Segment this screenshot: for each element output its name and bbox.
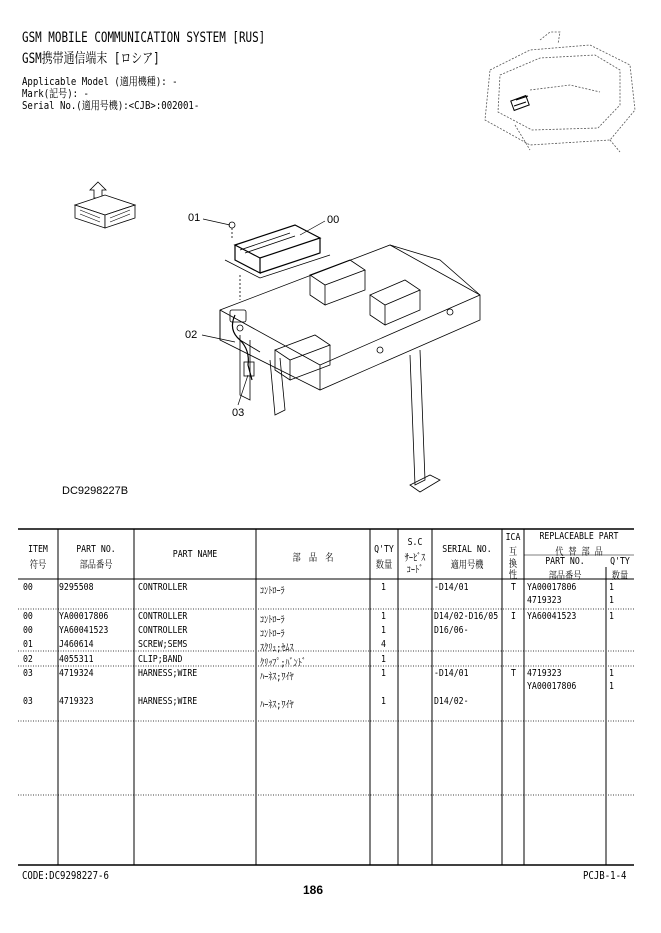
- title-jp: GSM携帯通信端末 [ロシア]: [22, 51, 160, 67]
- callout-00: 00: [327, 214, 340, 226]
- hdr-repl-partno-jp: 部品番号: [548, 571, 582, 582]
- hdr-item-en: ITEM: [28, 544, 48, 555]
- replaceable-qty-cell: 1: [609, 668, 614, 679]
- item-cell: 01: [23, 639, 33, 650]
- hdr-repl-qty-en: Q'TY: [610, 556, 630, 567]
- hdr-ica-4: 性: [508, 570, 518, 581]
- part-no-cell: YA60041523: [59, 625, 109, 636]
- callout-01: 01: [188, 212, 201, 224]
- part-name-cell: HARNESS;WIRE: [138, 668, 198, 679]
- serial-no: Serial No.(適用号機):<CJB>:002001-: [22, 99, 200, 112]
- serial-cell: -D14/01: [434, 582, 469, 593]
- part-no-cell: J460614: [59, 639, 94, 650]
- item-cell: 00: [23, 582, 33, 593]
- part-name-cell: HARNESS;WIRE: [138, 696, 198, 707]
- part-no-cell: 4719323: [59, 696, 94, 707]
- part-name-jp-cell: ｽｸﾘｭ;ｾﾑｽ: [260, 643, 294, 654]
- replaceable-qty-cell: 1: [609, 611, 614, 622]
- part-name-jp-cell: ｺﾝﾄﾛｰﾗ: [260, 629, 285, 640]
- part-name-cell: SCREW;SEMS: [138, 639, 188, 650]
- part-name-jp-cell: ｸﾘｯﾌﾟ;ﾊﾞﾝﾄﾞ: [260, 658, 306, 669]
- part-name-jp-cell: ﾊｰﾈｽ;ﾜｲﾔ: [260, 700, 294, 711]
- hdr-partno-en: PART NO.: [76, 544, 116, 555]
- part-name-jp-cell: ｺﾝﾄﾛｰﾗ: [260, 615, 285, 626]
- part-no-cell: YA00017806: [59, 611, 109, 622]
- part-name-cell: CONTROLLER: [138, 611, 188, 622]
- replaceable-qty-cell: 1: [609, 582, 614, 593]
- qty-cell: 1: [381, 696, 386, 707]
- item-cell: 00: [23, 625, 33, 636]
- footer-code: CODE:DC9298227-6: [22, 869, 109, 882]
- hdr-qty-jp: 数量: [375, 560, 393, 571]
- part-name-cell: CONTROLLER: [138, 625, 188, 636]
- ica-cell: I: [511, 611, 516, 622]
- hdr-ica-3: 換: [508, 559, 518, 570]
- qty-cell: 1: [381, 625, 386, 636]
- replaceable-qty-cell: 1: [609, 681, 614, 692]
- part-no-cell: 4719324: [59, 668, 94, 679]
- hdr-repl-en: REPLACEABLE PART: [539, 531, 619, 542]
- hdr-serial-jp: 適用号機: [450, 560, 484, 571]
- hdr-repl-partno-en: PART NO.: [545, 556, 585, 567]
- part-no-cell: 9295508: [59, 582, 94, 593]
- applicable-model: Applicable Model (適用機種): -: [22, 75, 178, 88]
- hdr-ica-1: ICA: [505, 532, 521, 543]
- hdr-qty-en: Q'TY: [374, 544, 394, 555]
- footer-ref: PCJB-1-4: [583, 869, 627, 882]
- serial-cell: -D14/01: [434, 668, 469, 679]
- mark: Mark(記号): -: [22, 87, 89, 100]
- qty-cell: 1: [381, 654, 386, 665]
- replaceable-part-no-cell: YA00017806: [527, 681, 577, 692]
- replaceable-part-no-cell: 4719323: [527, 595, 562, 606]
- replaceable-part-no-cell: YA60041523: [527, 611, 577, 622]
- item-cell: 03: [23, 696, 33, 707]
- part-name-cell: CLIP;BAND: [138, 654, 183, 665]
- hdr-ica-2: 互: [508, 547, 518, 558]
- callout-03: 03: [232, 407, 245, 419]
- serial-cell: D16/06-: [434, 625, 469, 636]
- item-cell: 00: [23, 611, 33, 622]
- qty-cell: 4: [381, 639, 386, 650]
- qty-cell: 1: [381, 668, 386, 679]
- qty-cell: 1: [381, 611, 386, 622]
- callout-02: 02: [185, 329, 198, 341]
- item-cell: 03: [23, 668, 33, 679]
- hdr-partno-jp: 部品番号: [79, 560, 113, 571]
- replaceable-qty-cell: 1: [609, 595, 614, 606]
- hdr-sc-3: ｺｰﾄﾞ: [406, 565, 424, 576]
- hdr-repl-qty-jp: 数量: [611, 571, 629, 582]
- drawing-code: DC9298227B: [62, 485, 129, 497]
- qty-cell: 1: [381, 582, 386, 593]
- replaceable-part-no-cell: 4719323: [527, 668, 562, 679]
- part-name-jp-cell: ｺﾝﾄﾛｰﾗ: [260, 586, 285, 597]
- part-name-cell: CONTROLLER: [138, 582, 188, 593]
- part-name-jp-cell: ﾊｰﾈｽ;ﾜｲﾔ: [260, 672, 294, 683]
- replaceable-part-no-cell: YA00017806: [527, 582, 577, 593]
- item-cell: 02: [23, 654, 33, 665]
- page-number: 186: [303, 883, 324, 897]
- title-en: GSM MOBILE COMMUNICATION SYSTEM [RUS]: [22, 30, 266, 46]
- hdr-repl-jp: 代 替 部 品: [555, 547, 603, 558]
- hdr-item-jp: 符号: [29, 560, 47, 571]
- hdr-serial-en: SERIAL NO.: [442, 544, 492, 555]
- ica-cell: T: [511, 668, 516, 679]
- hdr-buhin: 部 品 名: [292, 553, 334, 564]
- part-no-cell: 4055311: [59, 654, 94, 665]
- serial-cell: D14/02-: [434, 696, 469, 707]
- ica-cell: T: [511, 582, 516, 593]
- serial-cell: D14/02-D16/05: [434, 611, 499, 622]
- hdr-partname: PART NAME: [172, 549, 218, 560]
- hdr-sc-1: S.C: [407, 537, 423, 548]
- hdr-sc-2: ｻｰﾋﾞｽ: [404, 553, 426, 564]
